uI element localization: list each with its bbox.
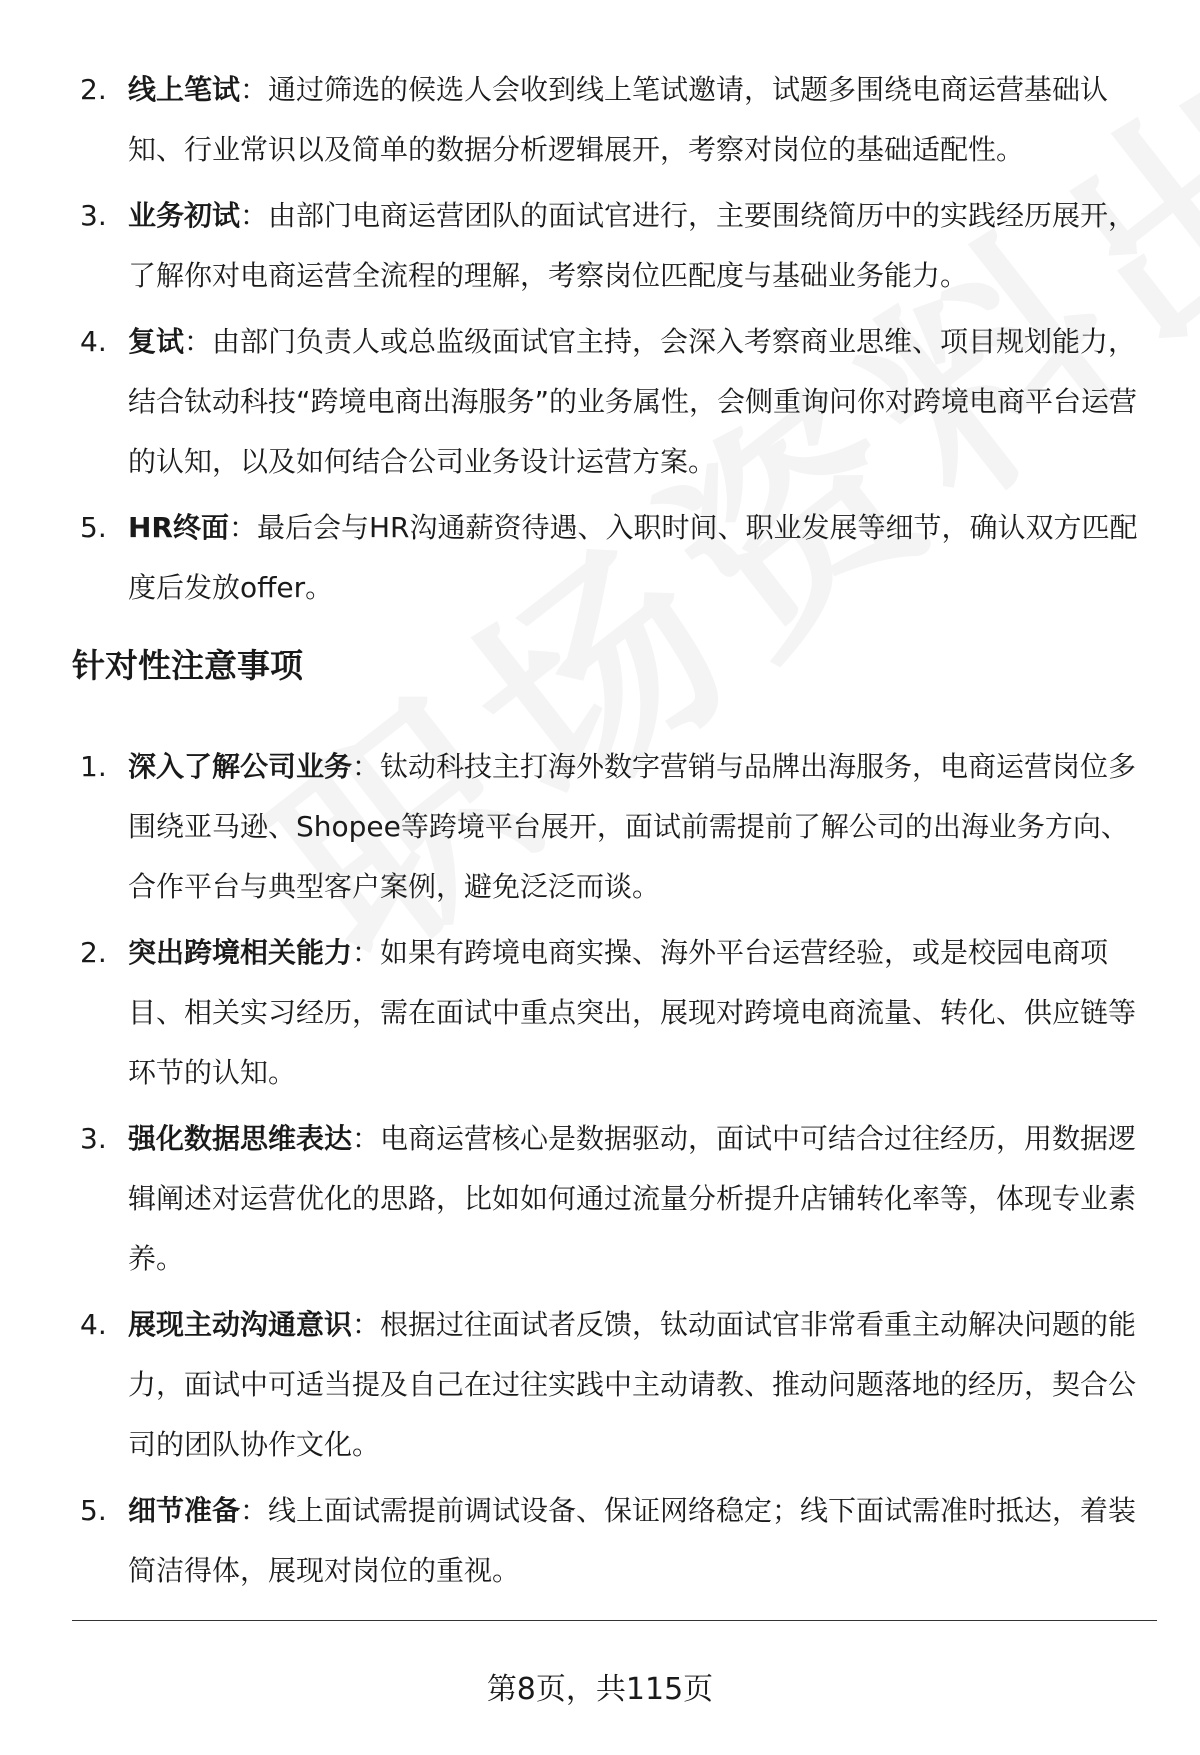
item-number: 2. [80, 73, 107, 106]
item-term: 细节准备 [128, 1494, 241, 1527]
item-text [128, 923, 1143, 1103]
item-description: ：通过筛选的候选人会收到线上笔试邀请，试题多围绕电商运营基础认知、行业常识以及简单的数据分析逻辑展开，考察对岗位的基础适配性。 [128, 73, 1109, 166]
item-term: 展现主动沟通意识 [128, 1308, 353, 1341]
item-term: 业务初试 [128, 199, 241, 232]
item-text [128, 498, 1143, 618]
item-number: 3. [80, 199, 107, 232]
section-heading: 针对性注意事项 [72, 646, 303, 685]
item-text [128, 186, 1143, 306]
tips-list [0, 737, 1200, 1607]
item-description: ：钛动科技主打海外数字营销与品牌出海服务，电商运营岗位多围绕亚马逊、Shopee等跨境平台展开，面试前需提前了解公司的出海业务方向、合作平台与典型客户案例，避免泛泛而谈。 [128, 750, 1137, 903]
item-text [128, 1109, 1143, 1289]
list-item [0, 923, 1200, 1103]
item-term: 强化数据思维表达 [128, 1122, 353, 1155]
item-text [128, 1481, 1143, 1601]
item-number: 1. [80, 750, 107, 783]
footer-divider [72, 1620, 1157, 1621]
item-term: HR终面 [128, 511, 229, 544]
list-item [0, 1295, 1200, 1475]
item-text [128, 60, 1143, 180]
item-text [128, 737, 1143, 917]
list-item [0, 1109, 1200, 1289]
list-item [0, 60, 1200, 180]
item-number: 5. [80, 1494, 107, 1527]
list-item [0, 312, 1200, 492]
item-description: ：根据过往面试者反馈，钛动面试官非常看重主动解决问题的能力，面试中可适当提及自己在过往实践中主动请教、推动问题落地的经历，契合公司的团队协作文化。 [128, 1308, 1137, 1461]
item-number: 4. [80, 1308, 107, 1341]
item-term: 突出跨境相关能力 [128, 936, 353, 969]
item-number: 4. [80, 325, 107, 358]
list-item [0, 498, 1200, 618]
item-text [128, 312, 1143, 492]
item-number: 3. [80, 1122, 107, 1155]
item-description: ：最后会与HR沟通薪资待遇、入职时间、职业发展等细节，确认双方匹配度后发放offer。 [128, 511, 1138, 604]
item-description: ：由部门电商运营团队的面试官进行，主要围绕简历中的实践经历展开，了解你对电商运营全流程的理解，考察岗位匹配度与基础业务能力。 [128, 199, 1137, 292]
item-term: 复试 [128, 325, 185, 358]
item-description: ：如果有跨境电商实操、海外平台运营经验，或是校园电商项目、相关实习经历，需在面试中重点突出，展现对跨境电商流量、转化、供应链等环节的认知。 [128, 936, 1137, 1089]
list-item [0, 1481, 1200, 1601]
page-number: 第8页，共115页 [486, 1672, 714, 1707]
list-item [0, 186, 1200, 306]
item-description: ：由部门负责人或总监级面试官主持，会深入考察商业思维、项目规划能力，结合钛动科技“跨境电商出海服务”的业务属性，会侧重询问你对跨境电商平台运营的认知，以及如何结合公司业务设计运营方案。 [128, 325, 1138, 478]
list-item [0, 737, 1200, 917]
item-number: 2. [80, 936, 107, 969]
item-description: ：电商运营核心是数据驱动，面试中可结合过往经历，用数据逻辑阐述对运营优化的思路，比如如何通过流量分析提升店铺转化率等，体现专业素养。 [128, 1122, 1137, 1275]
item-term: 深入了解公司业务 [128, 750, 353, 783]
process-steps-list [0, 60, 1200, 624]
item-number: 5. [80, 511, 107, 544]
item-text [128, 1295, 1143, 1475]
item-term: 线上笔试 [128, 73, 241, 106]
item-description: ：线上面试需提前调试设备、保证网络稳定；线下面试需准时抵达，着装简洁得体，展现对岗位的重视。 [128, 1494, 1137, 1587]
